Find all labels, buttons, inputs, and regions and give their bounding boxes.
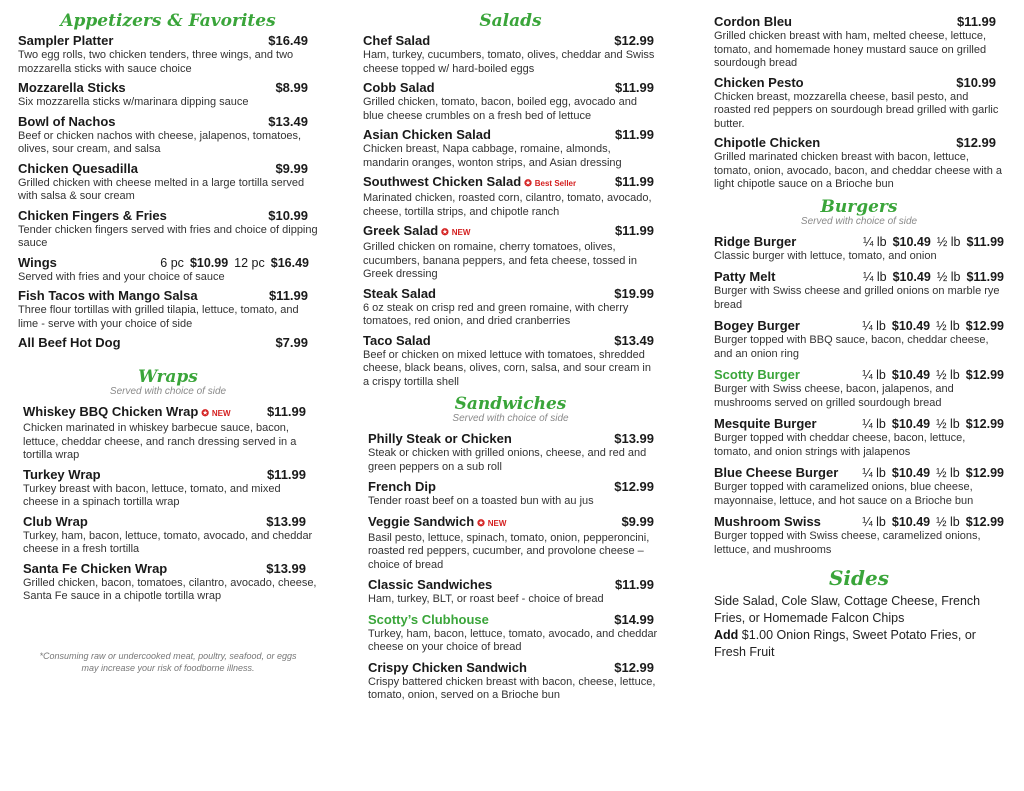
menu-item-header [18, 335, 318, 351]
burgers-list [714, 234, 1004, 558]
menu-item-price: $11.99 [266, 466, 306, 482]
appetizers-title: Appetizers & Favorites [60, 11, 276, 31]
menu-item-price: $14.99 [614, 611, 654, 627]
menu-item-price: $11.99 [614, 577, 654, 592]
menu-item-header [714, 269, 1004, 285]
menu-item-header [368, 479, 658, 495]
menu-item-name: Crispy Chicken Sandwich [368, 659, 527, 675]
menu-item-title [363, 174, 576, 192]
menu-item-name: Turkey Wrap [23, 466, 101, 482]
menu-item-name: Scotty’s Clubhouse [368, 611, 489, 627]
menu-item-title [714, 269, 775, 285]
menu-item-name: Taco Salad [363, 332, 431, 348]
menu-item [363, 127, 658, 170]
menu-item-price: $9.99 [275, 160, 308, 176]
menu-item-header [363, 286, 658, 302]
menu-item-description: Burger with Swiss cheese and grilled onions on marble rye bread [714, 285, 1000, 311]
menu-item-price: $9.99 [621, 513, 654, 529]
menu-item-name: Santa Fe Chicken Wrap [23, 560, 168, 576]
menu-item [18, 208, 318, 251]
menu-item [363, 286, 658, 329]
column-left [18, 0, 318, 683]
menu-item-price: $11.99 [956, 14, 996, 29]
menu-item-title [368, 612, 489, 628]
sandwiches-list [363, 431, 658, 703]
menu-item-header [368, 577, 658, 593]
menu-item-name: Philly Steak or Chicken [368, 431, 512, 446]
price-quarter: $10.49 [891, 417, 931, 431]
burger-prices [862, 416, 1004, 432]
burger-prices [862, 465, 1004, 481]
menu-item-name: Chef Salad [363, 33, 431, 48]
menu-item-name: Bowl of Nachos [18, 113, 116, 129]
menu-item-name: Club Wrap [23, 513, 88, 529]
menu-item [18, 114, 318, 157]
menu-item [18, 33, 318, 76]
menu-item-title [23, 514, 88, 530]
price-quarter: $10.49 [892, 234, 931, 249]
price-half: $11.99 [966, 234, 1004, 249]
menu-item-description: Grilled chicken with cheese melted in a large tortilla served with salsa & sour cream [18, 176, 305, 202]
menu-item [363, 33, 658, 76]
menu-item-description: Chicken marinated in whiskey barbecue sauce, bacon, lettuce, cheddar cheese, and ranch dressing served in a tortilla wrap [23, 422, 297, 461]
menu-item-name: Whiskey BBQ Chicken Wrap [23, 404, 199, 419]
menu-item-header [18, 255, 318, 271]
menu-item-header [18, 114, 318, 130]
menu-item [18, 255, 318, 285]
menu-item-title [18, 288, 198, 304]
menu-item-header [368, 431, 658, 447]
menu-item-price: $12.99 [956, 135, 996, 150]
menu-item-name: Greek Salad [363, 223, 439, 238]
size-quarter-label: ¼ lb [862, 234, 887, 249]
menu-item-description: Beef or chicken nachos with cheese, jalapenos, tomatoes, olives, sour cream, and salsa [18, 129, 302, 155]
menu-item-description: Grilled chicken breast with ham, melted cheese, lettuce, tomato, and homemade honey mustard sauce on grilled sourdough bread [714, 30, 987, 69]
menu-item-header [23, 561, 318, 577]
menu-item-header [18, 288, 318, 304]
menu-item-title [368, 577, 492, 593]
menu-item-title [363, 333, 431, 349]
menu-item-description: Chicken breast, Napa cabbage, romaine, almonds, mandarin oranges, wonton strips, and Asian dressing [363, 143, 622, 169]
size-quarter-label: ¼ lb [862, 466, 886, 480]
menu-item-name: All Beef Hot Dog [18, 335, 121, 350]
price-quarter: $10.49 [891, 368, 931, 382]
menu-item-description: Turkey, ham, bacon, lettuce, tomato, avocado, and cheddar cheese on your choice of bread [368, 627, 658, 653]
menu-item-name: Mozzarella Sticks [18, 80, 126, 95]
menu-item-price: $10.99 [268, 207, 308, 223]
menu-item [714, 367, 1004, 410]
menu-item-title [714, 318, 800, 334]
menu-item [714, 135, 1004, 192]
sides-add-line [714, 627, 1004, 661]
price-half: $12.99 [965, 417, 1004, 431]
menu-item-title [714, 416, 817, 432]
size-large-label: 12 pc [234, 255, 265, 270]
menu-item-header [18, 161, 318, 177]
burgers-title: Burgers [820, 196, 898, 217]
menu-item [23, 467, 318, 510]
menu-item-description: Grilled chicken, tomato, bacon, boiled egg, avocado and blue cheese crumbles on a fresh bed of lettuce [363, 96, 637, 122]
menu-item-price: $11.99 [614, 223, 654, 238]
price-large: $16.49 [270, 255, 309, 270]
menu-item-description: Served with fries and your choice of sauce [18, 270, 225, 283]
size-half-label: ½ lb [936, 466, 960, 480]
menu-item-description: Burger topped with cheddar cheese, bacon, lettuce, tomato, and onion strings with jalapenos [714, 432, 966, 458]
star-icon: ✪ [477, 517, 485, 528]
menu-item-description: Ham, turkey, cucumbers, tomato, olives, cheddar and Swiss cheese topped w/ hard-boiled eggs [363, 49, 655, 75]
menu-item [714, 234, 1004, 264]
menu-item-name: Veggie Sandwich [368, 513, 475, 529]
menu-item-name: Sampler Platter [18, 33, 114, 48]
size-half-label: ½ lb [936, 234, 961, 249]
menu-item-header [23, 514, 318, 530]
menu-item [368, 612, 658, 655]
price-small: $10.99 [189, 255, 229, 270]
sandwiches-title: Sandwiches [454, 394, 567, 414]
menu-item [18, 335, 318, 351]
menu-item [368, 479, 658, 509]
menu-item [368, 660, 658, 703]
menu-item-description: Classic burger with lettuce, tomato, and onion [714, 249, 937, 262]
menu-item-description: Crispy battered chicken breast with bacon, cheese, lettuce, tomato, onion, served on a Brioche bun [368, 675, 656, 701]
menu-item-header [714, 75, 1004, 91]
menu-item [714, 514, 1004, 557]
burger-prices [862, 367, 1004, 383]
size-half-label: ½ lb [936, 368, 960, 382]
menu-item-title [363, 33, 430, 49]
star-icon: ✪ [524, 178, 532, 188]
menu-item-name: Southwest Chicken Salad [363, 174, 522, 189]
menu-item [714, 416, 1004, 459]
menu-item-description: Two egg rolls, two chicken tenders, three wings, and two mozzarella sticks with sauce choice [18, 49, 294, 75]
menu-item-title [368, 660, 527, 676]
wraps-subtitle: Served with choice of side [109, 386, 227, 397]
menu-item-name: Fish Tacos with Mango Salsa [18, 288, 198, 303]
price-quarter: $10.49 [891, 319, 931, 333]
menu-item-header [23, 404, 318, 422]
appetizers-list [18, 33, 318, 351]
size-half-label: ½ lb [936, 319, 960, 333]
menu-item-header [363, 223, 658, 241]
menu-item-price: $13.99 [266, 560, 306, 576]
menu-item-description: Burger with Swiss cheese, bacon, jalapenos, and mushrooms served on grilled sourdough bread [714, 383, 954, 409]
menu-item [23, 404, 318, 463]
menu-item-header [714, 514, 1004, 530]
menu-item-header [368, 514, 658, 532]
price-quarter: $10.49 [891, 515, 931, 529]
size-quarter-label: ¼ lb [862, 270, 887, 284]
menu-item-price: $13.99 [266, 513, 306, 529]
menu-item-description: Ham, turkey, BLT, or roast beef - choice of bread [368, 593, 604, 605]
salads-title: Salads [479, 11, 542, 31]
menu-item-title [363, 286, 436, 302]
menu-item-title [714, 367, 800, 383]
menu-item-name: Bogey Burger [714, 318, 800, 333]
sides-block [714, 593, 1004, 661]
menu-item-header [23, 467, 318, 483]
menu-item-title [368, 431, 512, 447]
price-quarter: $10.49 [891, 466, 931, 480]
size-quarter-label: ¼ lb [862, 417, 886, 431]
menu-item-description: Tender chicken fingers served with fries and choice of dipping sauce [18, 223, 318, 249]
burger-prices [863, 269, 1004, 285]
menu-item-title [368, 514, 506, 532]
menu-item-price: $13.49 [268, 113, 308, 129]
menu-item-header [363, 80, 658, 96]
wraps-list [18, 404, 318, 604]
menu-item-badge: Best Seller [534, 179, 577, 188]
menu-item-description: 6 oz steak on crisp red and green romaine, with cherry tomatoes, red onion, and dried cranberries [363, 301, 629, 327]
menu-item-title [363, 223, 470, 241]
menu-item-header [714, 318, 1004, 334]
sandwiches-continued-list [714, 14, 1004, 192]
menu-item-price: $13.49 [614, 332, 654, 348]
sandwiches-subtitle: Served with choice of side [452, 413, 569, 424]
menu-item-title [714, 234, 796, 250]
burger-prices [863, 234, 1004, 250]
menu-item-title [363, 127, 491, 143]
wraps-title: Wraps [138, 367, 198, 387]
sides-add-text: $1.00 Onion Rings, Sweet Potato Fries, or Fresh Fruit [714, 628, 976, 659]
menu-item-header [363, 174, 658, 192]
menu-item-price: $7.99 [275, 335, 308, 350]
menu-item-name: Chipotle Chicken [714, 135, 821, 150]
menu-item-name: Mushroom Swiss [714, 514, 821, 529]
menu-item-header [18, 208, 318, 224]
menu-item-price: $12.99 [614, 33, 654, 48]
menu-item-price: $13.99 [614, 431, 654, 446]
menu-item-name: Patty Melt [714, 269, 776, 284]
menu-item-header [363, 333, 658, 349]
menu-item-description: Marinated chicken, roasted corn, cilantro, tomato, avocado, cheese, tortilla strips, and chipotle ranch [363, 192, 652, 218]
menu-item [23, 514, 318, 557]
menu-item-price: $11.99 [268, 288, 308, 303]
menu-item-price: $8.99 [275, 80, 308, 95]
sides-list: Side Salad, Cole Slaw, Cottage Cheese, French Fries, or Homemade Falcon Chips [714, 594, 981, 625]
menu-item-description: Three flour tortillas with grilled tilapia, lettuce, tomato, and lime - serve with your choice of side [18, 304, 299, 330]
menu-item-title [18, 161, 138, 177]
menu-item-name: Classic Sandwiches [368, 577, 493, 592]
star-icon: ✪ [201, 408, 209, 418]
size-small-label: 6 pc [160, 255, 184, 270]
menu-item-name: Cobb Salad [363, 80, 435, 95]
menu-item-title [18, 335, 121, 351]
burger-prices [862, 318, 1004, 334]
menu-item [363, 223, 658, 282]
menu-item-badge: NEW [211, 409, 231, 418]
menu-item-price: $11.99 [614, 174, 654, 189]
menu-item-badge: NEW [451, 228, 471, 237]
menu-item-title [363, 80, 435, 96]
menu-item-price: $11.99 [614, 127, 654, 142]
menu-item-description: Turkey, ham, bacon, lettuce, tomato, avocado, and cheddar cheese in a fresh tortilla [23, 529, 313, 555]
menu-item-title [714, 135, 820, 151]
menu-item-name: Chicken Fingers & Fries [18, 207, 167, 223]
menu-item [368, 577, 658, 607]
foodborne-disclaimer: *Consuming raw or undercooked meat, poultry, seafood, or eggs may increase your risk of foodborne illness. [39, 650, 297, 673]
menu-item [18, 161, 318, 204]
menu-item-description: Burger topped with caramelized onions, blue cheese, mayonnaise, lettuce, and hot sauce on a Brioche bun [714, 481, 974, 507]
menu-item-price: $19.99 [614, 285, 654, 301]
menu-item-description: Grilled marinated chicken breast with bacon, lettuce, tomato, onion, avocado, bacon, and cheddar cheese with a light chipotle sauce on a Brioche bun [714, 151, 1003, 190]
menu-item-header [368, 660, 658, 676]
burger-prices [862, 514, 1004, 530]
menu-item-header [363, 127, 658, 143]
column-middle [363, 0, 658, 708]
menu-item-header [714, 367, 1004, 383]
menu-item-description: Basil pesto, lettuce, spinach, tomato, onion, pepperoncini, roasted red peppers, cucumber, and provolone cheese – choice of bread [368, 531, 650, 571]
menu-item [18, 288, 318, 331]
menu-item [368, 431, 658, 474]
menu-item-title [714, 75, 804, 91]
menu-item-name: Mesquite Burger [714, 416, 817, 431]
menu-item-header [714, 135, 1004, 151]
menu-item-name: Chicken Pesto [714, 74, 804, 90]
price-half: $12.99 [965, 515, 1004, 529]
menu-item-title [23, 404, 231, 422]
menu-item-title [18, 80, 126, 96]
menu-item-title [18, 255, 57, 271]
menu-item [363, 333, 658, 390]
menu-item-description: Steak or chicken with grilled onions, cheese, and red and green peppers on a sub roll [368, 447, 647, 473]
column-right [714, 0, 1004, 661]
menu-item-title [714, 514, 821, 530]
price-quarter: $10.49 [892, 270, 931, 284]
menu-item-description: Turkey breast with bacon, lettuce, tomato, and mixed cheese in a spinach tortilla wrap [23, 482, 281, 508]
menu-item [714, 75, 1004, 132]
menu-item [23, 561, 318, 604]
menu-item-header [368, 612, 658, 628]
price-half: $12.99 [965, 466, 1004, 480]
size-half-label: ½ lb [936, 515, 960, 529]
menu-item-name: Asian Chicken Salad [363, 127, 491, 142]
menu-item-name: Blue Cheese Burger [714, 465, 839, 480]
menu-item-title [368, 479, 436, 495]
menu-item-title [18, 208, 167, 224]
menu-item-price: $11.99 [614, 80, 654, 95]
menu-item-header [18, 80, 318, 96]
price-half: $12.99 [965, 368, 1004, 382]
menu-item-price: $12.99 [614, 659, 654, 675]
menu-item-title [714, 465, 838, 481]
menu-item-description: Grilled chicken on romaine, cherry tomatoes, olives, cucumbers, banana peppers, and feta cheese, tossed in Greek dressing [363, 241, 637, 280]
price-half: $12.99 [965, 319, 1004, 333]
menu-item-header [714, 465, 1004, 481]
sides-add-label: Add [714, 628, 739, 642]
multi-size-prices [160, 255, 309, 271]
menu-item-price: $16.49 [268, 33, 308, 48]
menu-item-title [714, 14, 792, 30]
star-icon: ✪ [441, 227, 449, 237]
menu-item-title [23, 561, 167, 577]
menu-item-price: $12.99 [614, 479, 654, 494]
menu-item-price: $11.99 [266, 404, 306, 419]
menu-item [714, 465, 1004, 508]
size-quarter-label: ¼ lb [862, 368, 886, 382]
menu-item-price: $10.99 [956, 74, 996, 90]
size-quarter-label: ¼ lb [862, 319, 886, 333]
menu-item-title [18, 114, 116, 130]
menu-item-name: Chicken Quesadilla [18, 160, 138, 176]
sides-title: Sides [828, 566, 889, 590]
size-quarter-label: ¼ lb [862, 515, 886, 529]
menu-item-header [18, 33, 318, 49]
menu-item-header [714, 14, 1004, 30]
menu-item-description: Six mozzarella sticks w/marinara dipping sauce [18, 96, 249, 108]
menu-item-description: Burger topped with BBQ sauce, bacon, cheddar cheese, and an onion ring [714, 334, 989, 360]
menu-item [714, 14, 1004, 71]
menu-item-header [363, 33, 658, 49]
menu-item-name: Cordon Bleu [714, 14, 792, 29]
size-half-label: ½ lb [936, 417, 960, 431]
price-half: $11.99 [966, 270, 1004, 284]
menu-item-title [18, 33, 113, 49]
menu-item-name: Steak Salad [363, 285, 436, 301]
menu-item [714, 269, 1004, 312]
menu-item-description: Beef or chicken on mixed lettuce with tomatoes, shredded cheese, black beans, olives, corn, salsa, and sour cream in a crispy tortilla shell [363, 348, 651, 388]
menu-item-description: Chicken breast, mozzarella cheese, basil pesto, and roasted red peppers on sourdough bread grilled with garlic butter. [714, 90, 999, 130]
menu-item-description: Burger topped with Swiss cheese, caramelized onions, lettuce, and mushrooms [714, 530, 981, 556]
menu-item [18, 80, 318, 110]
menu-item-title [23, 467, 101, 483]
menu-item [714, 318, 1004, 361]
salads-list [363, 33, 658, 389]
menu-item [363, 174, 658, 219]
menu-item-description: Tender roast beef on a toasted bun with au jus [368, 495, 594, 507]
menu-item-header [714, 416, 1004, 432]
menu-item-header [714, 234, 1004, 250]
menu-item-name: French Dip [368, 479, 436, 494]
size-half-label: ½ lb [936, 270, 961, 284]
menu-item [368, 514, 658, 573]
menu-item-description: Grilled chicken, bacon, tomatoes, cilantro, avocado, cheese, Santa Fe sauce in a chipotle tortilla wrap [23, 576, 317, 602]
menu-item [363, 80, 658, 123]
menu-item-name: Ridge Burger [714, 233, 797, 249]
menu-item-name: Wings [18, 254, 57, 270]
menu-item-name: Scotty Burger [714, 367, 800, 382]
menu-item-badge: NEW [487, 518, 507, 528]
burgers-subtitle: Served with choice of side [800, 215, 918, 227]
